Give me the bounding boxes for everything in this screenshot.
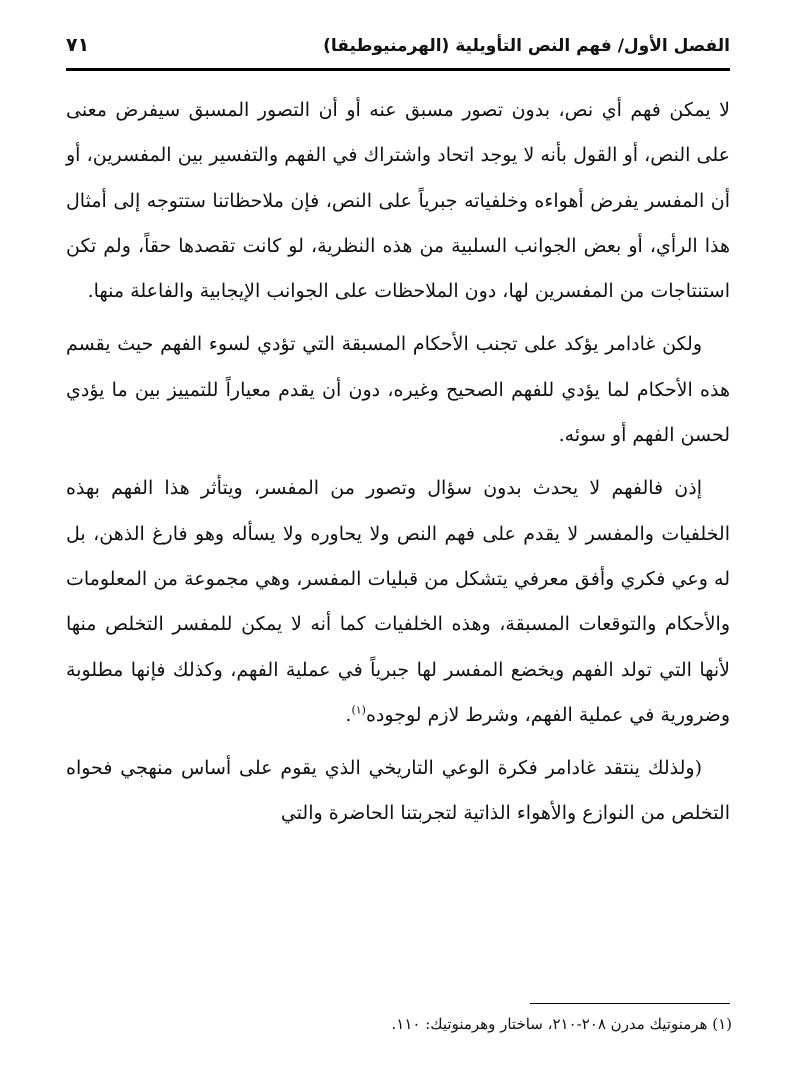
chapter-title: الفصل الأول/ فهم النص التأويلية (الهرمنيوطيقا)	[323, 36, 730, 56]
footnote: (١) هرمنوتيك مدرن ٢٠٨-٢١٠، ساختار وهرمنوتيك: ١١٠.	[391, 1015, 732, 1033]
body-text	[66, 88, 730, 845]
paragraph-3-tail: .	[345, 703, 352, 726]
paragraph-2: ولكن غادامر يؤكد على تجنب الأحكام المسبقة التي تؤدي لسوء الفهم حيث يقسم هذه الأحكام لما يؤدي للفهم الصحيح وغيره، دون أن يقدم معياراً للتمييز بين ما يؤدي لحسن الفهم أو سوئه.	[66, 333, 730, 447]
paragraph-1: لا يمكن فهم أي نص، بدون تصور مسبق عنه أو أن التصور المسبق سيفرض معنى على النص، أو القول بأنه لا يوجد اتحاد واشتراك في الفهم والتفسير بين المفسرين، أو أن المفسر يفرض أهواءه وخلفياته جبرياً على النص، فإن ملاحظاتنا ستتوجه إلى أمثال هذا الرأي، أو بعض الجوانب السلبية من هذه النظرية، لو كانت تقصدها حقاً، ولم تكن استنتاجات من المفسرين لها، دون الملاحظات على الجوانب الإيجابية والفاعلة منها.	[66, 99, 730, 303]
header-divider	[66, 68, 730, 71]
paragraph-4: (ولذلك ينتقد غادامر فكرة الوعي التاريخي الذي يقوم على أساس منهجي فحواه التخلص من النوازع والأهواء الذاتية لتجربتنا الحاضرة والتي	[66, 757, 730, 825]
footnote-divider	[530, 1003, 730, 1004]
paragraph-3-text: إذن فالفهم لا يحدث بدون سؤال وتصور من المفسر، ويتأثر هذا الفهم بهذه الخلفيات والمفسر لا يقدم على فهم النص ولا يحاوره ولا يسأله وهو فارغ الذهن، بل له وعي فكري وأفق معرفي يتشكل من قبليات المفسر، وهي مجموعة من المعلومات والأحكام والتوقعات المسبقة، وهذه الخلفيات كما أنه لا يمكن للمفسر التخلص منها لأنها التي تولد الفهم ويخضع المفسر لها جبرياً في عملية الفهم، وكذلك فإنها مطلوبة وضرورية في عملية الفهم، وشرط لازم لوجوده	[66, 477, 730, 726]
running-header	[66, 30, 730, 66]
page-number: ٧١	[66, 34, 90, 56]
paragraph-3	[66, 466, 730, 738]
footnote-reference[interactable]: (١)	[351, 703, 366, 717]
